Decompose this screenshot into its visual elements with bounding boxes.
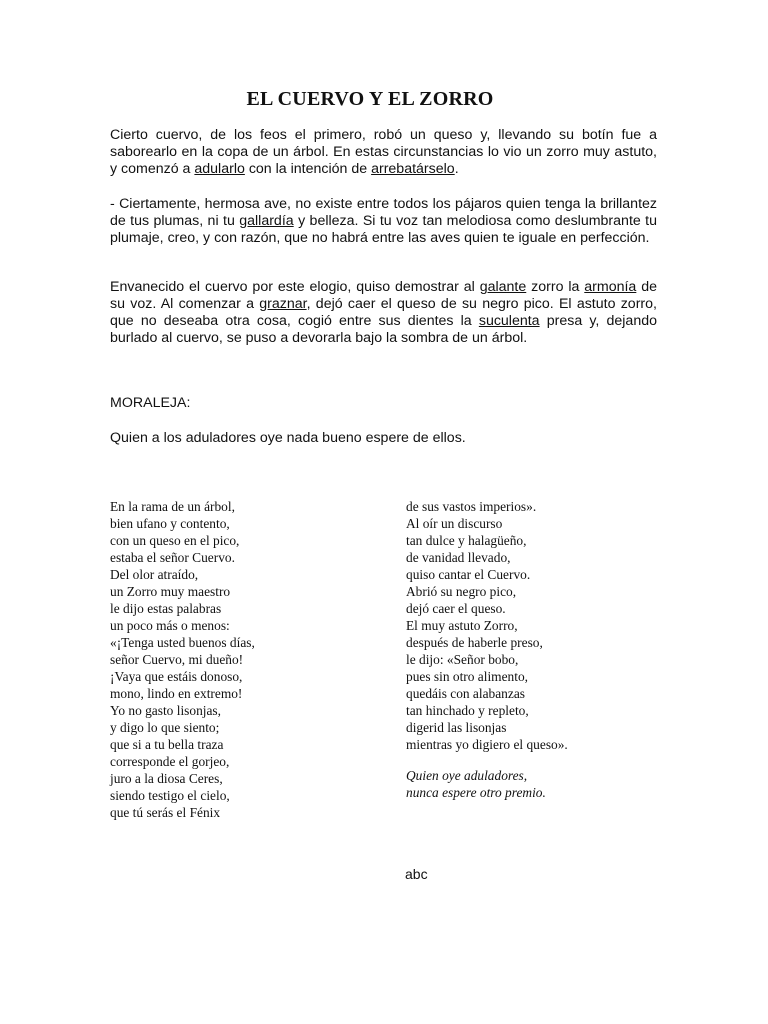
- poem-verse-line: mono, lindo en extremo!: [110, 686, 243, 701]
- paragraph-3-text-d: , dejó caer el queso de su negro pico. El astuto zorro, que no deseaba otra cosa, cogió entre sus dientes la: [110, 296, 657, 329]
- paragraph-3: [110, 279, 657, 347]
- underlined-word-galante: galante: [479, 279, 527, 295]
- poem-verse-line: juro a la diosa Ceres,: [110, 771, 223, 786]
- poem-moral-line: Quien oye aduladores,: [406, 768, 528, 783]
- poem-column-right: [406, 498, 706, 753]
- paragraph-3-text-a: Envanecido el cuervo por este elogio, quiso demostrar al: [110, 279, 480, 295]
- poem-column-left: [110, 498, 370, 821]
- paragraph-2-text-a: - Ciertamente, hermosa ave, no existe entre todos los pájaros quien tenga la brillantez de tus plumas, ni tu: [110, 196, 657, 229]
- poem-verse-line: ¡Vaya que estáis donoso,: [110, 669, 243, 684]
- poem-verse-line: tan hinchado y repleto,: [406, 703, 529, 718]
- poem-verse-line: que si a tu bella traza: [110, 737, 224, 752]
- paragraph-3-text-c: de su voz. Al comenzar a: [110, 279, 657, 312]
- poem-verse-line: dejó caer el queso.: [406, 601, 506, 616]
- paragraph-2: [110, 196, 657, 247]
- poem-verse-line: «¡Tenga usted buenos días,: [110, 635, 255, 650]
- poem-verse-line: quiso cantar el Cuervo.: [406, 567, 531, 582]
- underlined-word-graznar: graznar: [259, 296, 307, 312]
- poem-verse-line: Al oír un discurso: [406, 516, 503, 531]
- poem-verse-line: de sus vastos imperios».: [406, 499, 537, 514]
- page-title: EL CUERVO Y EL ZORRO: [246, 88, 494, 110]
- poem-verse-line: pues sin otro alimento,: [406, 669, 528, 684]
- poem-verse-line: Del olor atraído,: [110, 567, 199, 582]
- paragraph-2-text-b: y belleza. Si tu voz tan melodiosa como deslumbrante tu plumaje, creo, y con razón, que no habrá entre las aves quien te iguale en perfección.: [110, 213, 657, 246]
- underlined-word-suculenta: suculenta: [478, 313, 540, 329]
- moraleja-label: MORALEJA:: [110, 395, 191, 411]
- poem-verse-line: después de haberle preso,: [406, 635, 543, 650]
- underlined-word-gallardia: gallardía: [239, 213, 294, 229]
- poem-moral-verse: [406, 767, 706, 801]
- paragraph-1-text-c: .: [454, 161, 459, 177]
- moraleja-text: Quien a los aduladores oye nada bueno espere de ellos.: [110, 430, 466, 446]
- poem-verse-line: En la rama de un árbol,: [110, 499, 235, 514]
- poem-verse-line: quedáis con alabanzas: [406, 686, 525, 701]
- poem-verse-line: un poco más o menos:: [110, 618, 230, 633]
- poem-verse-line: siendo testigo el cielo,: [110, 788, 230, 803]
- paragraph-3-text-b: zorro la: [526, 279, 585, 295]
- poem-verse-line: Abrió su negro pico,: [406, 584, 517, 599]
- poem-verse-line: estaba el señor Cuervo.: [110, 550, 235, 565]
- poem-verse-line: y digo lo que siento;: [110, 720, 220, 735]
- poem-verse-line: bien ufano y contento,: [110, 516, 230, 531]
- poem-verse-line: señor Cuervo, mi dueño!: [110, 652, 244, 667]
- poem-moral-line: nunca espere otro premio.: [406, 785, 546, 800]
- poem-verse-line: un Zorro muy maestro: [110, 584, 231, 599]
- underlined-word-arrebatarselo: arrebatárselo: [371, 161, 455, 177]
- poem-verse-line: El muy astuto Zorro,: [406, 618, 518, 633]
- poem-verse-line: de vanidad llevado,: [406, 550, 511, 565]
- paragraph-1: [110, 127, 657, 178]
- footer-text: abc: [405, 866, 428, 882]
- paragraph-3-text-e: presa y, dejando burlado al cuervo, se puso a devorarla bajo la sombra de un árbol.: [110, 313, 657, 346]
- poem-verse-line: le dijo estas palabras: [110, 601, 222, 616]
- poem-verse-line: con un queso en el pico,: [110, 533, 240, 548]
- poem-verse-line: mientras yo digiero el queso».: [406, 737, 568, 752]
- poem-verse-line: le dijo: «Señor bobo,: [406, 652, 519, 667]
- underlined-word-adularlo: adularlo: [194, 161, 245, 177]
- paragraph-1-text-b: con la intención de: [244, 161, 372, 177]
- poem-verse-line: tan dulce y halagüeño,: [406, 533, 527, 548]
- poem-verse-line: Yo no gasto lisonjas,: [110, 703, 221, 718]
- poem-verse-line: digerid las lisonjas: [406, 720, 507, 735]
- underlined-word-armonia: armonía: [584, 279, 637, 295]
- poem-verse-line: corresponde el gorjeo,: [110, 754, 230, 769]
- poem-verse-line: que tú serás el Fénix: [110, 805, 221, 820]
- paragraph-1-text-a: Cierto cuervo, de los feos el primero, robó un queso y, llevando su botín fue a saborearlo en la copa de un árbol. En estas circunstancias lo vio un zorro muy astuto, y comenzó a: [110, 127, 657, 177]
